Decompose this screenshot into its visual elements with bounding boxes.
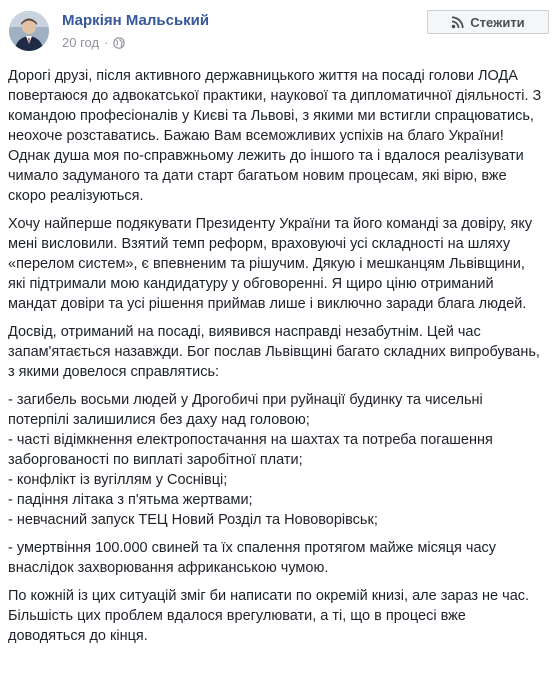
author-name[interactable]: Маркіян Мальський [62, 12, 210, 29]
list-item: - конфлікт із вугіллям у Соснівці; [8, 472, 228, 488]
post-paragraph: По кожній із цих ситуацій зміг би написати по окремій книзі, але зараз не час. Більшість цих проблем вдалося врегулювати, а ті, що в процесі вже доводяться до кінця. [8, 588, 530, 644]
post-list [8, 390, 546, 530]
globe-icon[interactable] [113, 37, 125, 49]
list-item: - падіння літака з п'ятьма жертвами; [8, 492, 253, 508]
follow-button[interactable] [427, 10, 549, 34]
post-header [0, 0, 553, 62]
list-item: - загибель восьми людей у Дрогобичі при руйнації будинку та чисельні потерпілі залишилися без даху над головою; [8, 392, 483, 428]
list-item: - умертвіння 100.000 свиней та їх спалення протягом майже місяця часу внаслідок захворювання африканською чумою. [8, 540, 497, 576]
meta-separator: · [104, 35, 109, 50]
list-item: - невчасний запуск ТЕЦ Новий Розділ та Нововорівськ; [8, 512, 378, 528]
post-paragraph: Дорогі друзі, після активного державницького життя на посаді голови ЛОДА повертаюся до адвокатської практики, наукової та дипломатичної діяльності. З командою професіоналів у Києві та Львові, з якими ми встигли спрацюватись, неохоче розставатись. Бажаю Вам всеможливих успіхів на благо України! Однак душа моя по-справжньому лежить до іншого та і вдалося реалізувати чимало задуманого та дати старт багатьом новим процесам, які вірю, вже скоро реалізуються. [8, 68, 542, 204]
follow-button-label: Стежити [470, 14, 525, 30]
rss-icon [451, 16, 464, 29]
post-timestamp[interactable]: 20 год [62, 35, 100, 50]
post-meta [62, 35, 125, 50]
post-paragraph: Досвід, отриманий на посаді, виявився насправді незабутнім. Цей час запам'ятається назавжди. Бог послав Львівщині багато складних випробувань, з якими довелося справлятись: [8, 324, 540, 380]
post-paragraph: Хочу найперше подякувати Президенту України та його команді за довіру, яку мені висловили. Взятий темп реформ, враховуючі усі складності на шляху «перелом систем», є впевненим та рішучим. Дякую і мешканцям Львівщини, які підтримали мою кандидатуру у обговоренні. Я щиро ціню отриманий мандат довіри та усі рішення приймав лише і виключно заради блага людей. [8, 216, 533, 312]
list-item: - часті відімкнення електропостачання на шахтах та потреба погашення заборгованості по виплаті заробітної плати; [8, 432, 493, 468]
profile-avatar-icon[interactable] [9, 11, 49, 51]
post-body [8, 66, 546, 654]
